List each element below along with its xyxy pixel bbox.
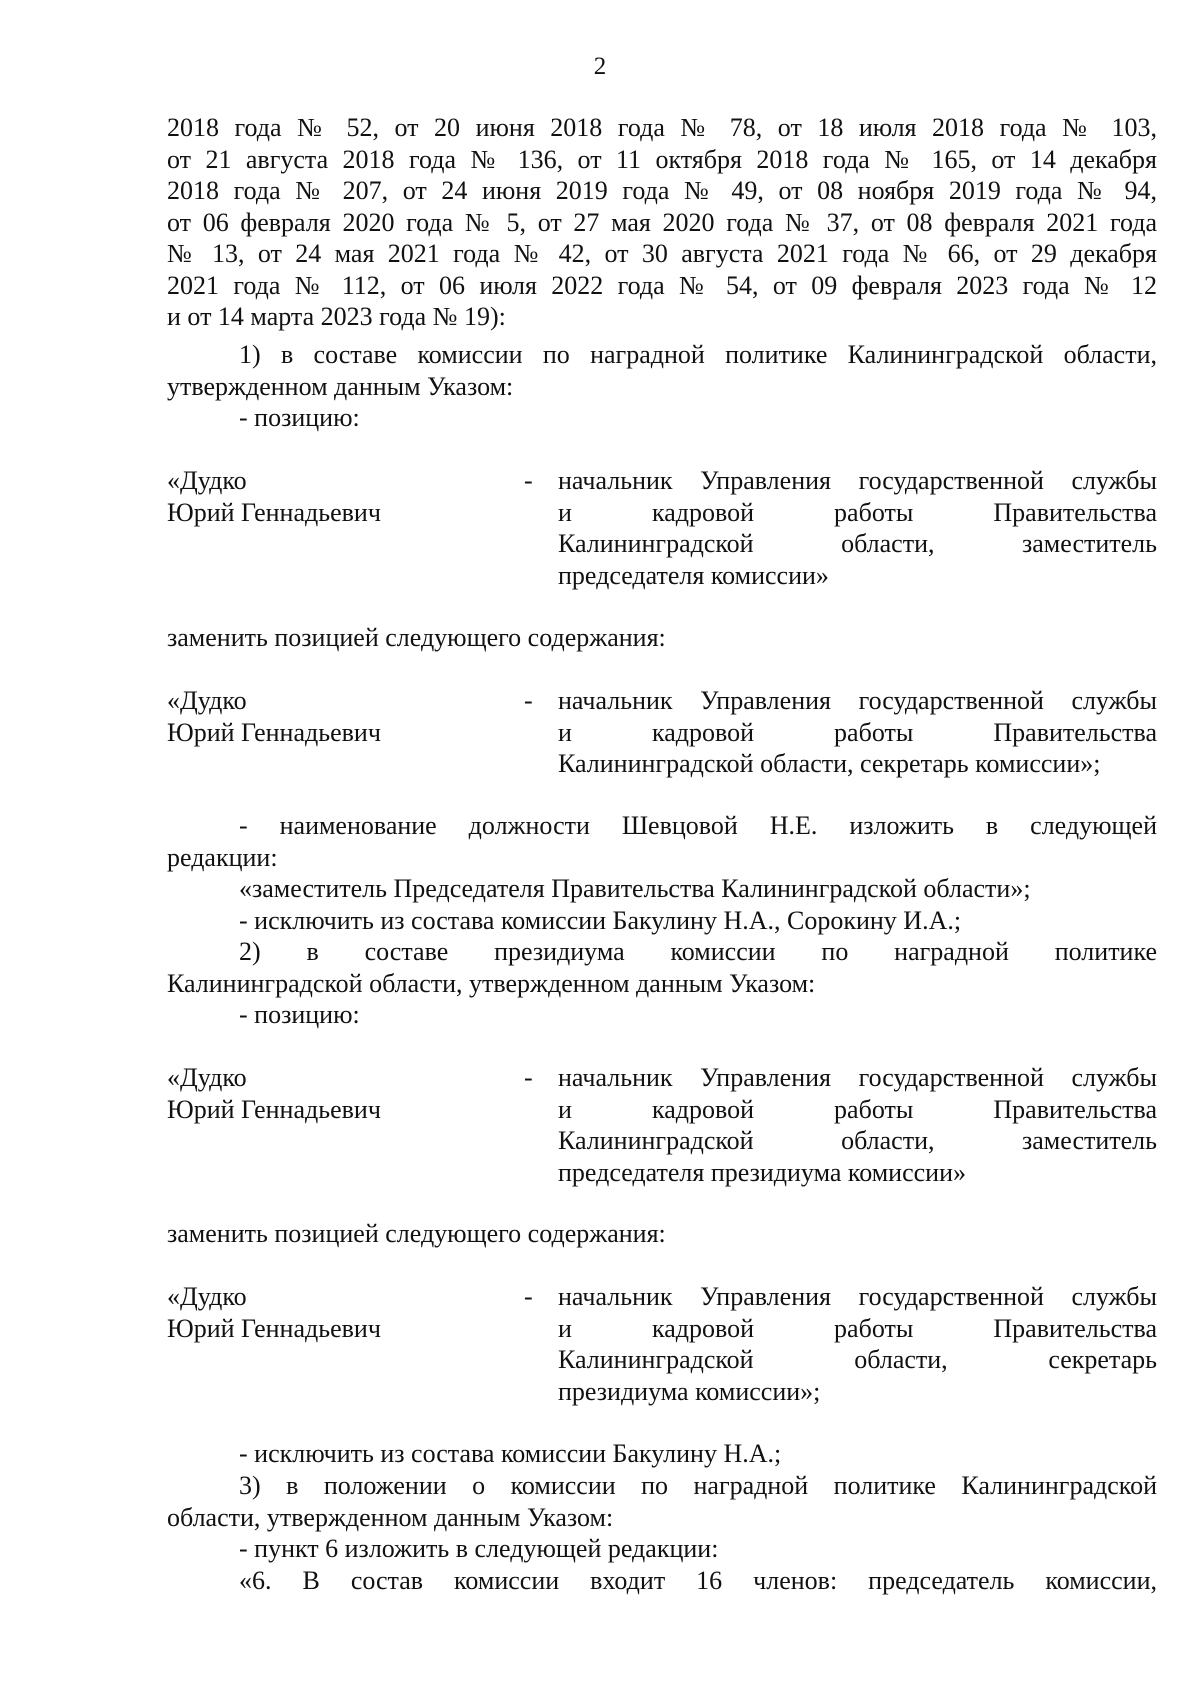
position-line: и кадровой работы Правительства [558, 1313, 1157, 1343]
item-1-line: утвержденном данным Указом: [167, 371, 514, 401]
item-1-rest [167, 810, 1157, 936]
intro-line: 2018 года № 52, от 20 июня 2018 года № 78, от 18 июля 2018 года № 103, [167, 113, 1157, 142]
position-line: и кадровой работы Правительства [558, 717, 1157, 747]
item-2 [167, 936, 1157, 1031]
member-given-names: Юрий Геннадьевич [167, 1094, 381, 1124]
member-position [558, 465, 1157, 591]
intro-line: 2018 года № 207, от 24 июня 2019 года № 49, от 08 ноября 2019 года № 94, [167, 176, 1157, 205]
member-name [167, 1281, 497, 1344]
item-3 [167, 1470, 1157, 1596]
member-position [558, 1062, 1157, 1188]
dash: - [524, 1282, 533, 1311]
replace-label: заменить позицией следующего содержания: [167, 1219, 666, 1248]
member-given-names: Юрий Геннадьевич [167, 497, 381, 527]
position-line: председателя президиума комиссии» [558, 1157, 966, 1187]
member-name [167, 465, 497, 528]
replace-label: заменить позицией следующего содержания: [167, 623, 666, 652]
item-1 [167, 339, 1157, 434]
position-line: Калининградской области, заместитель [558, 529, 1157, 558]
position-label: - позицию: [239, 403, 360, 432]
intro-paragraph [167, 112, 1157, 333]
intro-line: 2021 года № 112, от 06 июля 2022 года № 54, от 09 февраля 2023 года № 12 [167, 270, 1157, 300]
dash: - [524, 686, 533, 715]
item-3-line: 3) в положении о комиссии по наградной политике Калининградской [239, 1471, 1157, 1500]
position-line: начальник Управления государственной службы [558, 686, 1157, 715]
member-surname: «Дудко [167, 466, 247, 495]
position-line: председателя комиссии» [558, 560, 829, 590]
position-line: президиума комиссии»; [558, 1376, 821, 1406]
intro-line: № 13, от 24 мая 2021 года № 42, от 30 августа 2021 года № 66, от 29 декабря [167, 239, 1157, 268]
member-name [167, 685, 497, 748]
dash: - [524, 1063, 533, 1092]
intro-line: от 21 августа 2018 года № 136, от 11 октября 2018 года № 165, от 14 декабря [167, 144, 1157, 174]
position-line: начальник Управления государственной службы [558, 1282, 1157, 1311]
intro-line: и от 14 марта 2023 года № 19): [167, 302, 506, 331]
member-surname: «Дудко [167, 1063, 247, 1092]
item-2-line: Калининградской области, утвержденном данным Указом: [167, 968, 816, 998]
position-line: Калининградской области, секретарь [558, 1345, 1157, 1374]
item-2-rest [167, 1438, 1157, 1470]
position-line: и кадровой работы Правительства [558, 1094, 1157, 1124]
member-surname: «Дудко [167, 1282, 247, 1311]
point-6-quote: «6. В состав комиссии входит 16 членов: председатель комиссии, [239, 1565, 1157, 1595]
page-number: 2 [593, 53, 607, 80]
rename-line: - наименование должности Шевцовой Н.Е. изложить в следующей [239, 811, 1157, 840]
item-1-line: 1) в составе комиссии по наградной политике Калининградской области, [239, 340, 1157, 369]
position-line: и кадровой работы Правительства [558, 497, 1157, 527]
member-surname: «Дудко [167, 686, 247, 715]
item-2-line: 2) в составе президиума комиссии по наградной политике [239, 937, 1157, 966]
member-given-names: Юрий Геннадьевич [167, 717, 381, 747]
exclude-line: - исключить из состава комиссии Бакулину Н.А.; [239, 1439, 782, 1468]
position-line: начальник Управления государственной службы [558, 1063, 1157, 1092]
exclude-line: - исключить из состава комиссии Бакулину Н.А., Сорокину И.А.; [239, 905, 962, 935]
position-label: - позицию: [239, 1000, 360, 1029]
member-position [558, 685, 1157, 780]
intro-line: от 06 февраля 2020 года № 5, от 27 мая 2020 года № 37, от 08 февраля 2021 года [167, 207, 1157, 237]
member-given-names: Юрий Геннадьевич [167, 1313, 381, 1343]
point-6-line: - пункт 6 изложить в следующей редакции: [239, 1534, 719, 1563]
position-line: Калининградской области, заместитель [558, 1126, 1157, 1155]
rename-line: редакции: [167, 842, 278, 872]
item-3-line: области, утвержденном данным Указом: [167, 1502, 614, 1532]
dash: - [524, 466, 533, 495]
position-line: Калининградской области, секретарь комиссии»; [558, 749, 1101, 778]
member-name [167, 1062, 497, 1125]
member-position [558, 1281, 1157, 1407]
position-line: начальник Управления государственной службы [558, 466, 1157, 495]
new-title-quote: «заместитель Председателя Правительства Калининградской области»; [239, 874, 1031, 903]
